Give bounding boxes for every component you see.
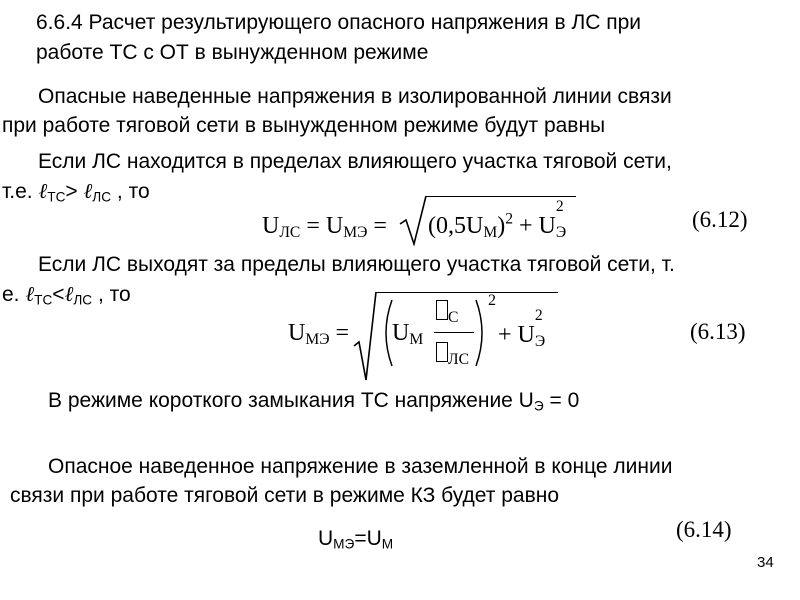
para1-line1: Опасные наведенные напряжения в изолированной линии связи <box>38 85 672 108</box>
equation-6-12: $U_{ЛС} = U_{МЭ}$ = <box>262 213 387 241</box>
para3-line2: е. ℓ$_{ТС}$<ℓ$_{ЛС}$ , то <box>2 282 131 308</box>
equation-6-13-um: $U_М$ <box>392 320 424 348</box>
exponent-6-13: 2 <box>488 292 496 309</box>
page-number: 34 <box>757 554 774 571</box>
para5-line1: Опасное наведенное напряжение в заземленной в конце линии <box>48 455 673 478</box>
para3-line1: Если ЛС выходят за пределы влияющего участка тяговой сети, т. <box>38 253 675 276</box>
sqrt-sign-6-12 <box>398 194 428 251</box>
section-title-line2: работе ТС с ОТ в вынужденном режиме <box>36 41 429 64</box>
sqrt-bar-6-13 <box>376 292 558 293</box>
ell-placeholder-icon <box>436 342 448 362</box>
equation-number-6-12: (6.12) <box>692 207 748 232</box>
equation-number-6-14: (6.14) <box>676 517 732 542</box>
para4-text: В режиме короткого замыкания ТС напряжение $U_Э = 0$ <box>48 389 580 414</box>
sqrt-bar-6-12 <box>426 196 576 197</box>
equation-6-13-lhs: $U_{МЭ}$ = <box>288 320 350 348</box>
ell-placeholder-icon <box>436 300 448 320</box>
fraction-line-6-13 <box>434 332 474 333</box>
section-title-line1: 6.6.4 Расчет результирующего опасного напряжения в ЛС при <box>36 11 642 34</box>
equation-6-13-plus-ue: + U 2 $_Э$ <box>498 307 546 350</box>
equation-number-6-13: (6.13) <box>690 319 746 344</box>
para5-line2: связи при работе тяговой сети в режиме КЗ будет равно <box>10 484 560 507</box>
equation-6-12-radicand: $(0,5U_М)^2 + U$ 2 $_Э$ <box>428 198 567 241</box>
fraction-numerator-6-13: С <box>436 298 458 325</box>
para2-line1: Если ЛС находится в пределах влияющего участка тяговой сети, <box>38 150 672 173</box>
sqrt-sign-6-13 <box>352 290 378 387</box>
para2-line2: т.е. ℓ$_{ТС}$> ℓ$_{ЛС}$ , то <box>2 179 150 205</box>
fraction-denominator-6-13: ЛС <box>436 340 469 367</box>
equation-6-14: $U_{МЭ}=U_М$ <box>318 527 394 552</box>
para1-line2: при работе тяговой сети в вынужденном режиме будут равны <box>2 114 606 137</box>
